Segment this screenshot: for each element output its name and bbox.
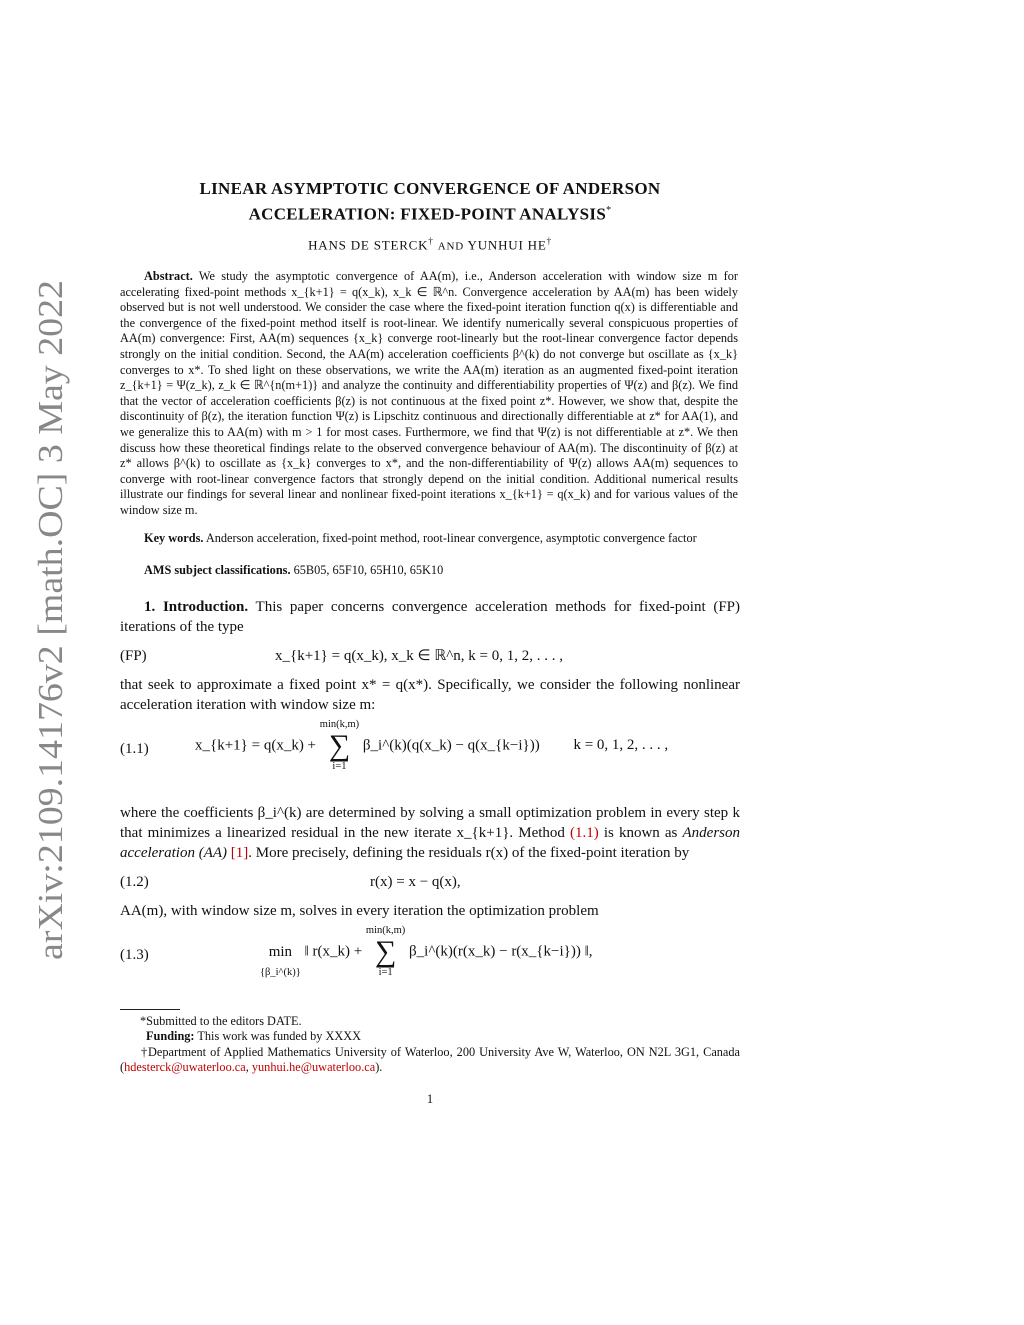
- equation-1-1-lhs: x_{k+1} = q(x_k) +: [195, 737, 317, 754]
- paper-page: [120, 178, 740, 1107]
- equation-1-2-body: r(x) = x − q(x),: [370, 873, 461, 890]
- author-1: HANS DE STERCK: [308, 236, 429, 252]
- equation-1-3-sum-bottom: i=1: [378, 966, 393, 978]
- email-link-desterck[interactable]: hdesterck@uwaterloo.ca: [124, 1060, 246, 1075]
- ams-classifications: [120, 563, 740, 579]
- paragraph-3: [120, 803, 740, 863]
- equation-1-3-rhs: β_i^(k)(r(x_k) − r(x_{k−i})) ‖,: [409, 943, 593, 960]
- arxiv-stamp-text: arXiv:2109.14176v2 [math.OC] 3 May 2022: [32, 340, 70, 960]
- equation-1-3-min-op: min: [268, 943, 293, 960]
- equation-1-1-label: (1.1): [120, 740, 149, 757]
- equation-1-3-min-sub: {β_i^(k)}: [260, 966, 301, 978]
- paragraph-3-text-b: is known as: [598, 824, 683, 841]
- paragraph-2-text: that seek to approximate a fixed point x* = q(x*). Specifically, we consider the following nonlinear acceleration iteration with window size m:: [120, 676, 740, 713]
- arxiv-stamp: [18, 270, 78, 970]
- footnote-affiliation: †Department of Applied Mathematics University of Waterloo, 200 University Ave W, Waterloo, ON N2L 3G1, Canada (: [120, 1044, 740, 1075]
- footnote-funding-text: This work was funded by XXXX: [197, 1029, 361, 1044]
- paragraph-2: [120, 675, 740, 715]
- abstract-text: We study the asymptotic convergence of AA(m), i.e., Anderson acceleration with window size m for accelerating fixed-point methods x_{k+1} = q(x_k), x_k ∈ ℝ^n. Convergence acceleration by AA(m) has been widely observed but is not well understood. We consider the case where the fixed-point iteration function q(x) is differentiable and the convergence of the fixed-point method itself is root-linear. We identify numerically several conspicuous properties of AA(m) convergence: First, AA(m) sequences {x_k} converge root-linearly but the root-linear convergence factor depends strongly on the initial condition. Second, the AA(m) acceleration coefficients β^(k) do not converge but oscillate as {x_k} converges to x*. To shed light on these observations, we write the AA(m) iteration as an augmented fixed-point iteration z_{k+1} = Ψ(z_k), z_k ∈ ℝ^{n(m+1)} and analyze the continuity and differentiability properties of Ψ(z) and β(z). We find that the vector of acceleration coefficients β(z) is not continuous at the fixed point z*. However, we show that, despite the discontinuity of β(z), the iteration function Ψ(z) is Lipschitz continuous and directionally differentiable at z* for AA(1), and we generalize this to AA(m) with m > 1 for most cases. Furthermore, we find that Ψ(z) is not differentiable at z*. We then discuss how these theoretical findings relate to the observed convergence behaviour of AA(m). The discontinuity of β(z) at z* allows β^(k) to oscillate as {x_k} converges to x*, and the non-differentiability of Ψ(z) allows AA(m) sequences to converge with root-linear convergence factors that strongly depend on the initial condition. Additional numerical results illustrate our findings for several linear and nonlinear fixed-point iterations x_{k+1} = q(x_k) and for various values of the window size m.: [120, 268, 738, 517]
- citation-1-link[interactable]: [1]: [230, 844, 249, 861]
- equation-1-3-label: (1.3): [120, 946, 149, 963]
- author-2: YUNHUI HE: [467, 236, 547, 252]
- intro-paragraph: [120, 597, 740, 637]
- footnote-divider: [120, 1009, 180, 1010]
- equation-1-3-sum-top: min(k,m): [365, 924, 406, 936]
- equation-1-3-min: [260, 925, 301, 979]
- email-link-he[interactable]: yunhui.he@uwaterloo.ca: [251, 1060, 376, 1075]
- ams-label: AMS subject classifications.: [144, 563, 291, 578]
- paragraph-3-text-a: where the coefficients β_i^(k) are determined by solving a small optimization problem in every step k that minimizes a linearized residual in the new iterate x_{k+1}. Method: [120, 804, 740, 841]
- equation-1-2: [120, 869, 740, 895]
- equation-1-1: [120, 719, 740, 795]
- equation-1-3-sum-symbol: ∑: [374, 934, 397, 968]
- equation-1-2-label: (1.2): [120, 873, 149, 890]
- paragraph-3-text-d: . More precisely, defining the residuals r(x) of the fixed-point iteration by: [248, 844, 690, 861]
- equation-1-1-rhs: β_i^(k)(q(x_k) − q(x_{k−i})): [362, 737, 540, 754]
- footnote-email-separator: ,: [245, 1060, 252, 1075]
- abstract: [120, 269, 740, 519]
- author-line: [120, 236, 740, 253]
- footnote-submitted: *Submitted to the editors DATE.: [140, 1013, 302, 1028]
- equation-1-3: [120, 925, 740, 1001]
- equation-1-1-tail: k = 0, 1, 2, . . . ,: [573, 737, 669, 754]
- title-footnote-mark: *: [606, 205, 612, 216]
- author-mark-2: †: [546, 235, 552, 246]
- footnote-funding-label: Funding:: [146, 1029, 195, 1044]
- paragraph-4: [120, 901, 740, 921]
- author-and: AND: [437, 239, 464, 252]
- equation-ref-1-1-link[interactable]: (1.1): [570, 824, 599, 841]
- page-number: 1: [426, 1092, 434, 1107]
- equation-1-1-sum-bottom: i=1: [332, 760, 347, 772]
- paragraph-4-text: AA(m), with window size m, solves in every iteration the optimization problem: [120, 902, 599, 919]
- equation-fp-body: x_{k+1} = q(x_k), x_k ∈ ℝ^n, k = 0, 1, 2, . . . ,: [275, 647, 564, 664]
- abstract-label: Abstract.: [144, 268, 193, 283]
- title-line-2: ACCELERATION: FIXED-POINT ANALYSIS: [248, 204, 607, 224]
- equation-1-1-sum-symbol: ∑: [328, 728, 351, 762]
- title-line-1: LINEAR ASYMPTOTIC CONVERGENCE OF ANDERSON: [199, 179, 661, 198]
- paragraph-3-emphasis: Anderson acceleration (AA): [120, 824, 740, 861]
- keywords: [120, 531, 740, 547]
- equation-1-1-sum: [320, 719, 359, 773]
- section-heading: 1. Introduction.: [144, 598, 249, 615]
- footnote-affiliation-end: ).: [375, 1060, 383, 1075]
- equation-fp: [120, 643, 740, 669]
- intro-text: This paper concerns convergence acceleration methods for fixed-point (FP) iterations of the type: [120, 598, 740, 635]
- equation-1-3-sum: [366, 925, 405, 979]
- equation-1-1-sum-top: min(k,m): [319, 718, 360, 730]
- paper-title: [120, 178, 740, 226]
- keywords-label: Key words.: [144, 531, 204, 546]
- equation-fp-label: (FP): [120, 647, 147, 664]
- keywords-text: Anderson acceleration, fixed-point method, root-linear convergence, asymptotic convergence factor: [205, 531, 697, 546]
- ams-text: 65B05, 65F10, 65H10, 65K10: [293, 563, 444, 578]
- equation-1-3-lhs: ‖ r(x_k) +: [304, 943, 363, 960]
- footnotes: [120, 1014, 740, 1076]
- author-mark-1: †: [428, 235, 434, 246]
